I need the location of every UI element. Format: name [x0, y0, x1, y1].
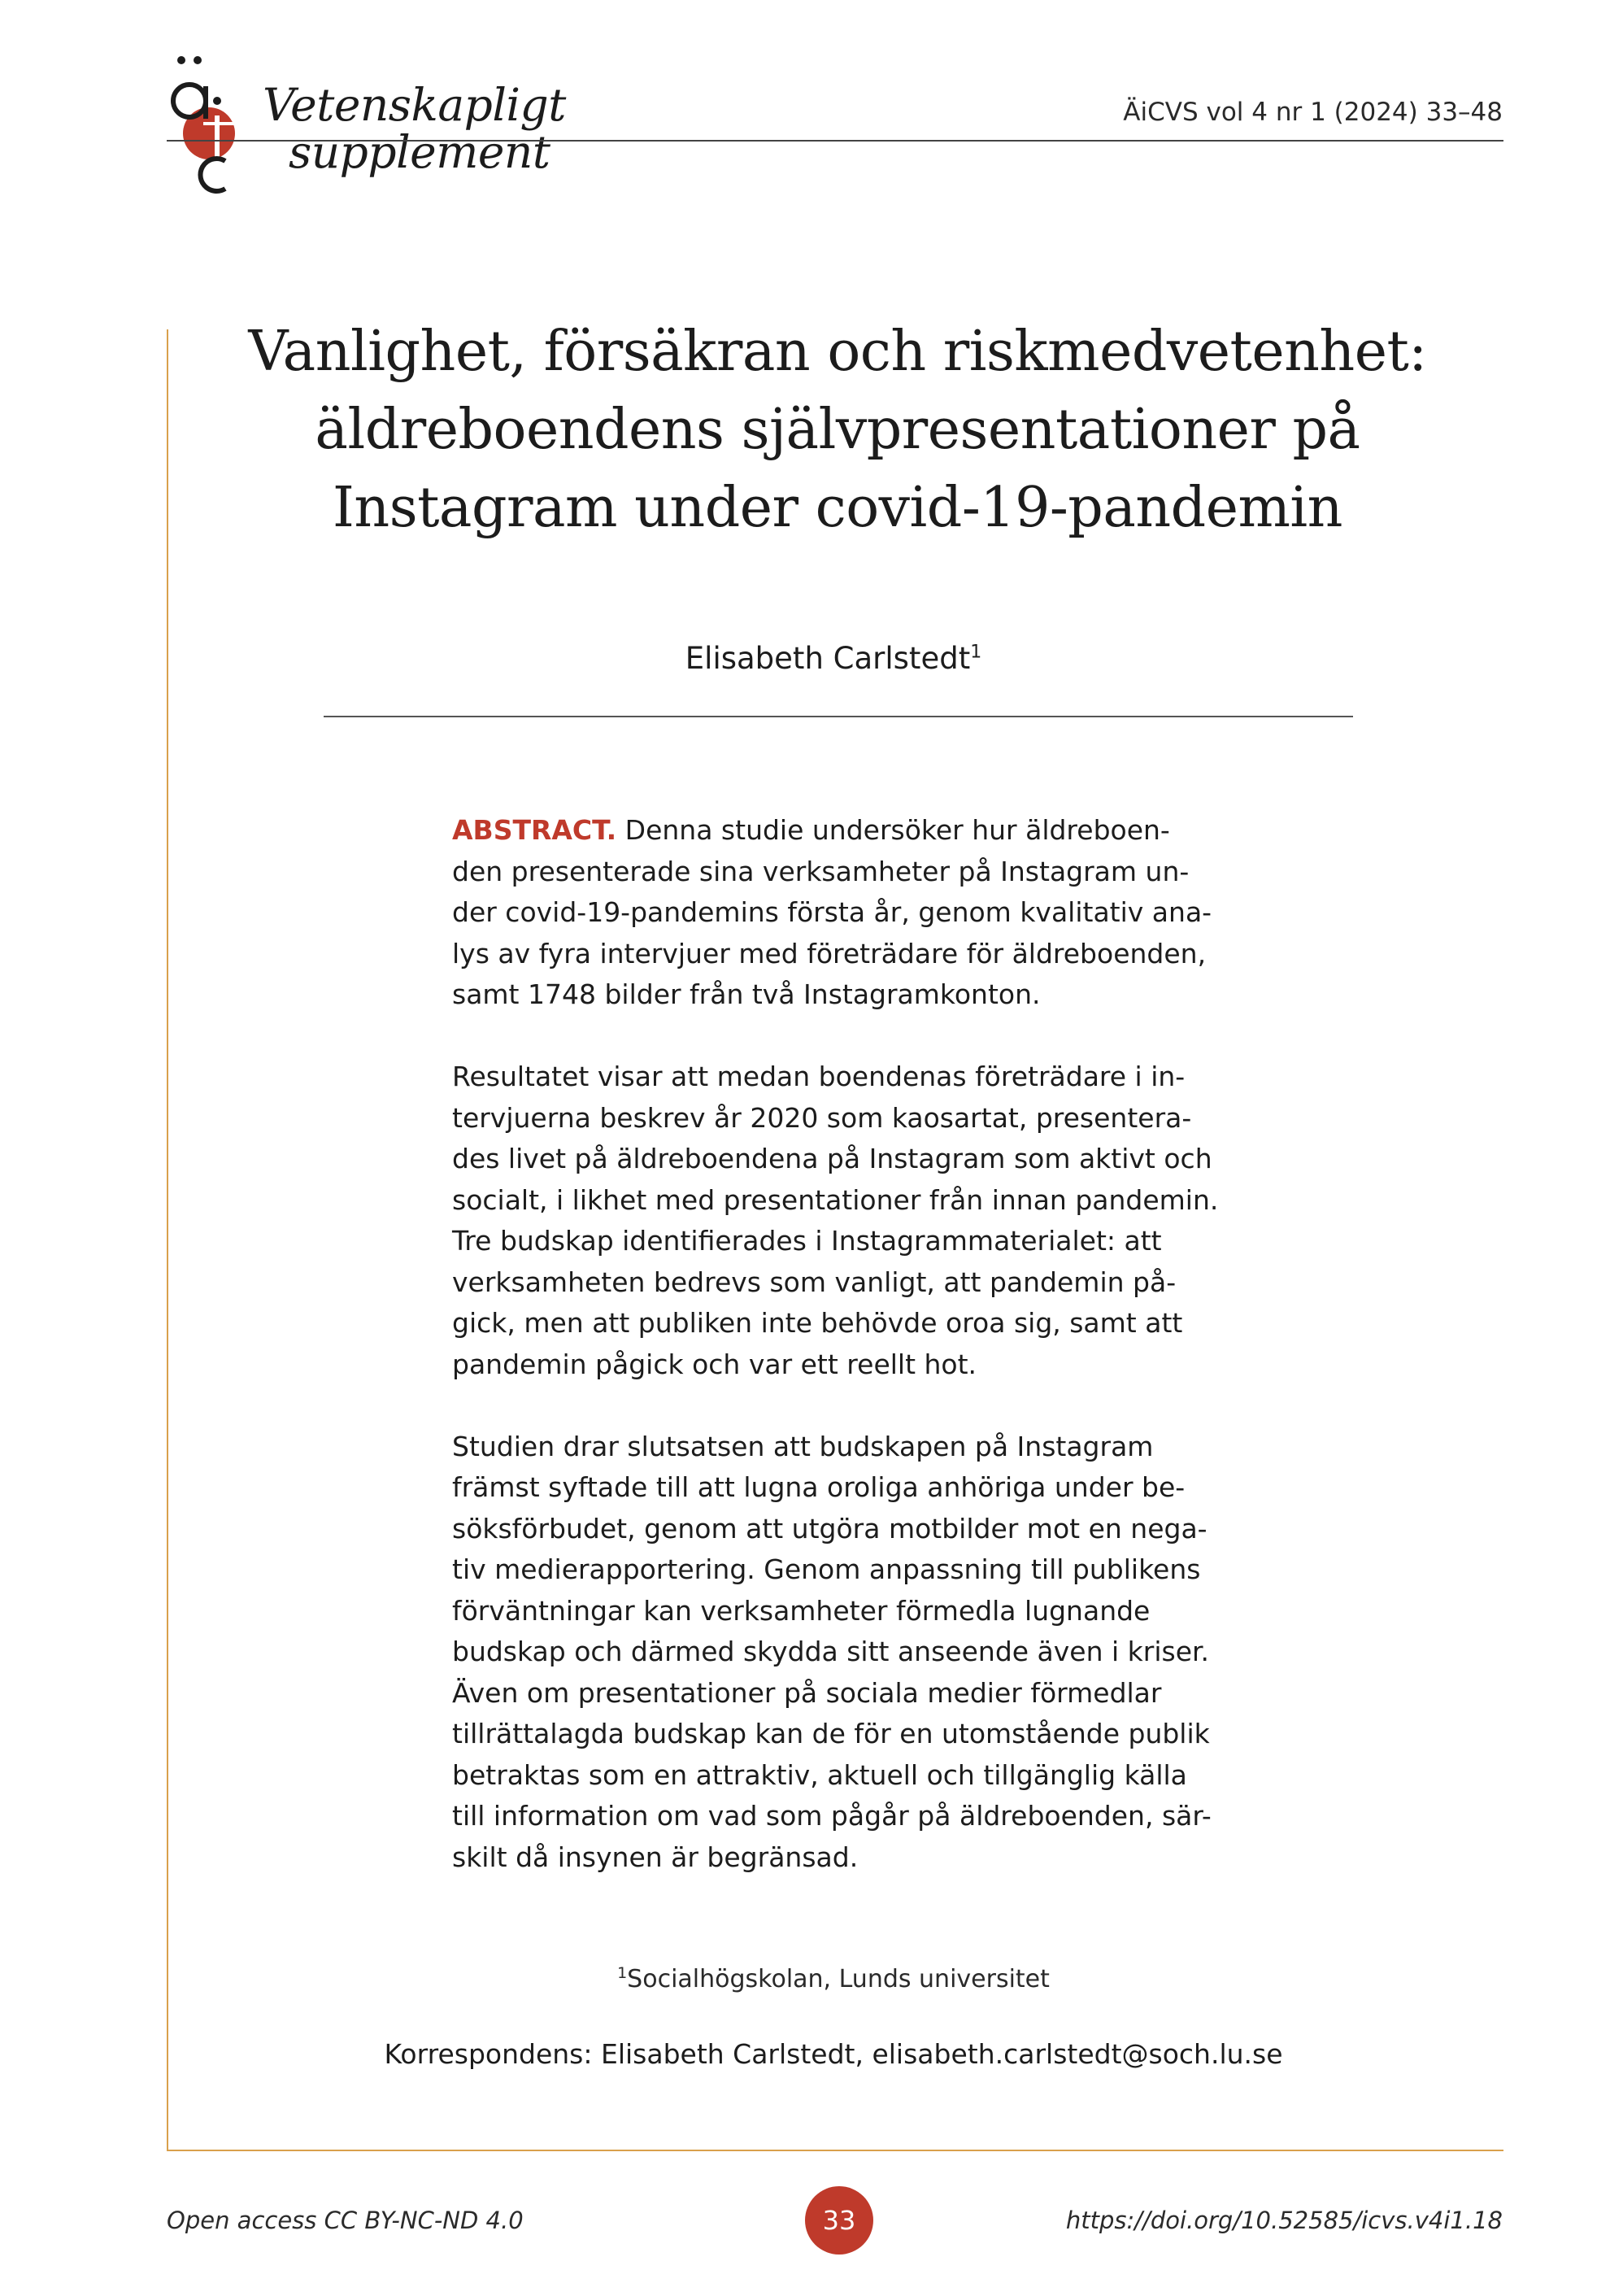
author-footnote-marker: 1: [970, 642, 982, 663]
header-divider: [167, 140, 1503, 142]
abstract-line: gick, men att publiken inte behövde oroa sig, samt att: [452, 1307, 1183, 1339]
author-byline: [325, 641, 1342, 676]
abstract-line: [452, 810, 1233, 852]
paragraph-gap: [452, 1385, 1233, 1427]
journal-citation: ÄiCVS vol 4 nr 1 (2024) 33–48: [1123, 98, 1503, 127]
abstract-line: förväntningar kan verksamheter förmedla lugnande: [452, 1594, 1151, 1627]
abstract-line: samt 1748 bilder från två Instagramkonton.: [452, 978, 1041, 1010]
abstract-line: skilt då insynen är begränsad.: [452, 1841, 859, 1873]
author-affiliation: [325, 1965, 1342, 1993]
article-title-line: Vanlighet, försäkran och riskmedvetenhet:: [248, 320, 1427, 384]
abstract-line: des livet på äldreboendena på Instagram som aktivt och: [452, 1143, 1212, 1174]
article-title-line: äldreboendens självpresentationer på: [315, 398, 1360, 462]
affiliation-text: Socialhögskolan, Lunds universitet: [627, 1965, 1050, 1993]
correspondence-line: Korrespondens: Elisabeth Carlstedt, elisabeth.carlstedt@soch.lu.se: [384, 2038, 1283, 2070]
logo-subtitle: supplement: [289, 126, 550, 178]
abstract-line: Tre budskap identifierades i Instagrammaterialet: att: [452, 1225, 1162, 1257]
article-title: [211, 313, 1464, 547]
aic-monogram-logo-icon: [167, 50, 264, 197]
journal-logo: [167, 50, 590, 197]
affiliation-footnote-marker: 1: [617, 1964, 628, 1982]
paragraph-gap: [452, 1016, 1233, 1057]
abstract-line: Studien drar slutsatsen att budskapen på Instagram: [452, 1430, 1154, 1462]
author-name: Elisabeth Carlstedt: [685, 641, 971, 676]
abstract-line: betraktas som en attraktiv, aktuell och tillgänglig källa: [452, 1758, 1187, 1791]
abstract-line: tervjuerna beskrev år 2020 som kaosartat, presentera-: [452, 1101, 1192, 1134]
page-number-badge: 33: [805, 2186, 873, 2255]
abstract-line: Resultatet visar att medan boendenas företrädare i in-: [452, 1061, 1186, 1092]
abstract-label: ABSTRACT.: [452, 814, 617, 846]
abstract-line: socialt, i likhet med presentationer från innan pandemin.: [452, 1183, 1219, 1216]
frame-bottom-rule: [167, 2150, 1503, 2151]
abstract-line: den presenterade sina verksamheter på Instagram un-: [452, 855, 1190, 887]
abstract: [452, 810, 1233, 1878]
abstract-line: verksamheten bedrevs som vanligt, att pandemin på-: [452, 1266, 1177, 1298]
abstract-line: tiv medierapportering. Genom anpassning till publikens: [452, 1553, 1201, 1585]
abstract-line: tillrättalagda budskap kan de för en utomstående publik: [452, 1718, 1210, 1749]
abstract-line: Även om presentationer på sociala medier förmedlar: [452, 1676, 1162, 1709]
doi-link[interactable]: https://doi.org/10.52585/icvs.v4i1.18: [1065, 2207, 1503, 2234]
abstract-line: söksförbudet, genom att utgöra motbilder mot en nega-: [452, 1512, 1207, 1544]
license-note: Open access CC BY-NC-ND 4.0: [167, 2207, 524, 2234]
author-divider: [324, 716, 1353, 717]
abstract-line: till information om vad som pågår på äldreboenden, sär-: [452, 1800, 1212, 1832]
article-title-line: Instagram under covid-19-pandemin: [333, 476, 1342, 540]
abstract-line: lys av fyra intervjuer med företrädare för äldreboenden,: [452, 937, 1207, 969]
abstract-line-text: Denna studie undersöker hur äldreboen-: [616, 814, 1170, 846]
abstract-line: främst syftade till att lugna oroliga anhöriga under be-: [452, 1471, 1186, 1503]
logo-title: Vetenskapligt: [263, 79, 566, 131]
abstract-line: der covid-19-pandemins första år, genom kvalitativ ana-: [452, 896, 1212, 928]
abstract-line: pandemin pågick och var ett reellt hot.: [452, 1348, 977, 1380]
frame-left-rule: [167, 329, 168, 2150]
abstract-line: budskap och därmed skydda sitt anseende även i kriser.: [452, 1636, 1210, 1667]
